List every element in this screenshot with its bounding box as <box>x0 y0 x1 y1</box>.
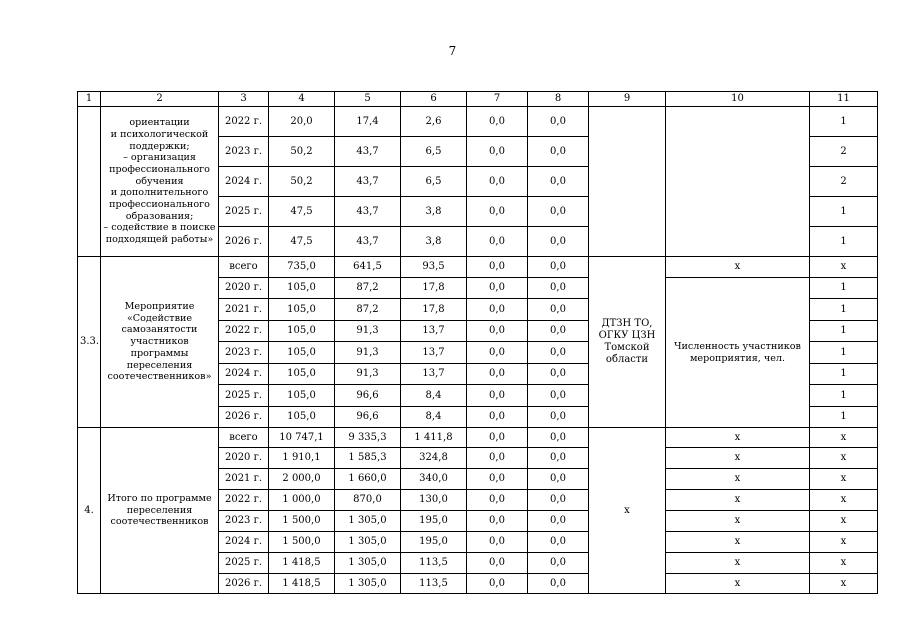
value-cell-c5: 1 305,0 <box>335 511 401 532</box>
year-cell: 2023 г. <box>219 137 269 167</box>
value-cell-c6: 17,8 <box>401 299 467 321</box>
target-value-cell: 1 <box>810 278 878 299</box>
year-cell: всего <box>219 257 269 278</box>
value-cell-c5: 17,4 <box>335 107 401 137</box>
value-cell-c5: 91,3 <box>335 364 401 385</box>
target-value-cell: 1 <box>810 385 878 407</box>
header-cell: 2 <box>101 92 219 107</box>
value-cell-c4: 105,0 <box>269 278 335 299</box>
value-cell-c4: 20,0 <box>269 107 335 137</box>
target-value-cell: х <box>810 553 878 574</box>
year-cell: 2020 г. <box>219 448 269 469</box>
value-cell-c4: 50,2 <box>269 167 335 197</box>
value-cell-c7: 0,0 <box>467 574 528 594</box>
header-cell: 8 <box>528 92 589 107</box>
value-cell-c8: 0,0 <box>528 448 589 469</box>
target-value-cell: 1 <box>810 407 878 428</box>
value-cell-c8: 0,0 <box>528 407 589 428</box>
header-cell: 10 <box>666 92 810 107</box>
value-cell-c5: 1 305,0 <box>335 574 401 594</box>
value-cell-c8: 0,0 <box>528 532 589 553</box>
value-cell-c8: 0,0 <box>528 299 589 321</box>
value-cell-c8: 0,0 <box>528 167 589 197</box>
value-cell-c4: 1 418,5 <box>269 553 335 574</box>
value-cell-c7: 0,0 <box>467 364 528 385</box>
header-cell: 4 <box>269 92 335 107</box>
value-cell-c6: 13,7 <box>401 342 467 364</box>
indicator-cell: х <box>666 574 810 594</box>
value-cell-c4: 50,2 <box>269 137 335 167</box>
value-cell-c8: 0,0 <box>528 469 589 490</box>
section-career-guidance <box>78 107 878 257</box>
value-cell-c7: 0,0 <box>467 342 528 364</box>
value-cell-c4: 105,0 <box>269 342 335 364</box>
value-cell-c6: 195,0 <box>401 511 467 532</box>
indicator-cell: х <box>666 469 810 490</box>
indicator-cell: Численность участников мероприятия, чел. <box>666 278 810 428</box>
value-cell-c8: 0,0 <box>528 137 589 167</box>
indicator-cell: х <box>666 428 810 448</box>
header-cell: 1 <box>78 92 101 107</box>
page-number: 7 <box>448 44 457 58</box>
value-cell-c5: 9 335,3 <box>335 428 401 448</box>
value-cell-c7: 0,0 <box>467 407 528 428</box>
value-cell-c5: 96,6 <box>335 407 401 428</box>
value-cell-c5: 91,3 <box>335 342 401 364</box>
value-cell-c7: 0,0 <box>467 299 528 321</box>
program-budget-table <box>77 91 878 594</box>
target-value-cell: х <box>810 448 878 469</box>
target-value-cell: 2 <box>810 137 878 167</box>
value-cell-c4: 735,0 <box>269 257 335 278</box>
table-row <box>78 428 878 448</box>
value-cell-c8: 0,0 <box>528 197 589 227</box>
year-cell: 2022 г. <box>219 107 269 137</box>
value-cell-c7: 0,0 <box>467 532 528 553</box>
value-cell-c7: 0,0 <box>467 511 528 532</box>
year-cell: 2024 г. <box>219 532 269 553</box>
value-cell-c8: 0,0 <box>528 553 589 574</box>
value-cell-c5: 870,0 <box>335 490 401 511</box>
value-cell-c7: 0,0 <box>467 385 528 407</box>
value-cell-c6: 6,5 <box>401 137 467 167</box>
value-cell-c4: 47,5 <box>269 227 335 257</box>
value-cell-c7: 0,0 <box>467 197 528 227</box>
value-cell-c6: 8,4 <box>401 385 467 407</box>
measure-description: Итого по программе переселения соотечественников <box>101 428 219 594</box>
value-cell-c4: 1 500,0 <box>269 511 335 532</box>
value-cell-c6: 195,0 <box>401 532 467 553</box>
value-cell-c6: 13,7 <box>401 321 467 342</box>
header-cell: 7 <box>467 92 528 107</box>
value-cell-c5: 1 305,0 <box>335 553 401 574</box>
year-cell: 2021 г. <box>219 299 269 321</box>
target-value-cell: 1 <box>810 107 878 137</box>
value-cell-c7: 0,0 <box>467 227 528 257</box>
value-cell-c4: 2 000,0 <box>269 469 335 490</box>
indicator-cell: х <box>666 532 810 553</box>
value-cell-c7: 0,0 <box>467 167 528 197</box>
value-cell-c6: 113,5 <box>401 574 467 594</box>
value-cell-c4: 1 000,0 <box>269 490 335 511</box>
value-cell-c4: 105,0 <box>269 407 335 428</box>
target-value-cell: 1 <box>810 197 878 227</box>
value-cell-c7: 0,0 <box>467 428 528 448</box>
year-cell: 2022 г. <box>219 490 269 511</box>
value-cell-c4: 105,0 <box>269 299 335 321</box>
year-cell: 2026 г. <box>219 407 269 428</box>
target-value-cell: х <box>810 532 878 553</box>
value-cell-c6: 8,4 <box>401 407 467 428</box>
measure-description: ориентации и психологической поддержки; – организация профессионального обучения и дополнительного профессионального образования; – содействие в поиске подходящей работы» <box>101 107 219 257</box>
value-cell-c8: 0,0 <box>528 385 589 407</box>
year-cell: 2024 г. <box>219 167 269 197</box>
indicator-cell <box>666 107 810 257</box>
value-cell-c7: 0,0 <box>467 137 528 167</box>
indicator-cell: х <box>666 257 810 278</box>
value-cell-c4: 105,0 <box>269 385 335 407</box>
value-cell-c4: 1 910,1 <box>269 448 335 469</box>
column-number-header <box>78 92 878 107</box>
year-cell: 2021 г. <box>219 469 269 490</box>
value-cell-c8: 0,0 <box>528 428 589 448</box>
value-cell-c6: 130,0 <box>401 490 467 511</box>
responsible-cell: х <box>589 428 666 594</box>
year-cell: 2023 г. <box>219 511 269 532</box>
year-cell: всего <box>219 428 269 448</box>
value-cell-c6: 3,8 <box>401 197 467 227</box>
measure-description: Мероприятие «Содействие самозанятости участников программы переселения соотечественников» <box>101 257 219 428</box>
value-cell-c5: 1 660,0 <box>335 469 401 490</box>
value-cell-c7: 0,0 <box>467 257 528 278</box>
responsible-cell: ДТЗН ТО, ОГКУ ЦЗН Томской области <box>589 257 666 428</box>
target-value-cell: х <box>810 574 878 594</box>
target-value-cell: 1 <box>810 321 878 342</box>
target-value-cell: х <box>810 428 878 448</box>
value-cell-c8: 0,0 <box>528 574 589 594</box>
target-value-cell: х <box>810 257 878 278</box>
row-number-cell <box>78 107 101 257</box>
value-cell-c4: 1 500,0 <box>269 532 335 553</box>
target-value-cell: х <box>810 469 878 490</box>
value-cell-c8: 0,0 <box>528 321 589 342</box>
responsible-cell <box>589 107 666 257</box>
table-row <box>78 107 878 137</box>
row-number-cell: 4. <box>78 428 101 594</box>
value-cell-c6: 340,0 <box>401 469 467 490</box>
year-cell: 2025 г. <box>219 553 269 574</box>
value-cell-c5: 1 305,0 <box>335 532 401 553</box>
value-cell-c5: 96,6 <box>335 385 401 407</box>
value-cell-c4: 1 418,5 <box>269 574 335 594</box>
value-cell-c4: 47,5 <box>269 197 335 227</box>
header-cell: 5 <box>335 92 401 107</box>
value-cell-c5: 1 585,3 <box>335 448 401 469</box>
value-cell-c6: 3,8 <box>401 227 467 257</box>
value-cell-c7: 0,0 <box>467 490 528 511</box>
target-value-cell: 2 <box>810 167 878 197</box>
value-cell-c8: 0,0 <box>528 511 589 532</box>
value-cell-c5: 641,5 <box>335 257 401 278</box>
value-cell-c4: 10 747,1 <box>269 428 335 448</box>
value-cell-c8: 0,0 <box>528 257 589 278</box>
target-value-cell: х <box>810 490 878 511</box>
header-cell: 6 <box>401 92 467 107</box>
target-value-cell: х <box>810 511 878 532</box>
value-cell-c7: 0,0 <box>467 448 528 469</box>
header-cell: 9 <box>589 92 666 107</box>
target-value-cell: 1 <box>810 227 878 257</box>
value-cell-c4: 105,0 <box>269 321 335 342</box>
value-cell-c8: 0,0 <box>528 227 589 257</box>
value-cell-c5: 87,2 <box>335 278 401 299</box>
target-value-cell: 1 <box>810 299 878 321</box>
value-cell-c6: 13,7 <box>401 364 467 385</box>
value-cell-c8: 0,0 <box>528 364 589 385</box>
indicator-cell: х <box>666 448 810 469</box>
value-cell-c5: 43,7 <box>335 197 401 227</box>
year-cell: 2025 г. <box>219 385 269 407</box>
year-cell: 2023 г. <box>219 342 269 364</box>
value-cell-c8: 0,0 <box>528 278 589 299</box>
value-cell-c7: 0,0 <box>467 553 528 574</box>
value-cell-c7: 0,0 <box>467 278 528 299</box>
year-cell: 2026 г. <box>219 574 269 594</box>
value-cell-c6: 324,8 <box>401 448 467 469</box>
value-cell-c6: 6,5 <box>401 167 467 197</box>
value-cell-c6: 17,8 <box>401 278 467 299</box>
section-program-total <box>78 428 878 594</box>
value-cell-c7: 0,0 <box>467 469 528 490</box>
value-cell-c5: 91,3 <box>335 321 401 342</box>
value-cell-c6: 1 411,8 <box>401 428 467 448</box>
value-cell-c8: 0,0 <box>528 490 589 511</box>
value-cell-c8: 0,0 <box>528 342 589 364</box>
value-cell-c8: 0,0 <box>528 107 589 137</box>
value-cell-c5: 43,7 <box>335 137 401 167</box>
year-cell: 2020 г. <box>219 278 269 299</box>
year-cell: 2026 г. <box>219 227 269 257</box>
value-cell-c7: 0,0 <box>467 107 528 137</box>
value-cell-c7: 0,0 <box>467 321 528 342</box>
value-cell-c6: 2,6 <box>401 107 467 137</box>
indicator-cell: х <box>666 511 810 532</box>
value-cell-c6: 113,5 <box>401 553 467 574</box>
indicator-cell: х <box>666 490 810 511</box>
value-cell-c6: 93,5 <box>401 257 467 278</box>
section-self-employment <box>78 257 878 428</box>
header-cell: 11 <box>810 92 878 107</box>
value-cell-c4: 105,0 <box>269 364 335 385</box>
year-cell: 2025 г. <box>219 197 269 227</box>
value-cell-c5: 43,7 <box>335 227 401 257</box>
indicator-cell: х <box>666 553 810 574</box>
value-cell-c5: 43,7 <box>335 167 401 197</box>
value-cell-c5: 87,2 <box>335 299 401 321</box>
year-cell: 2024 г. <box>219 364 269 385</box>
header-cell: 3 <box>219 92 269 107</box>
target-value-cell: 1 <box>810 364 878 385</box>
row-number-cell: 3.3. <box>78 257 101 428</box>
target-value-cell: 1 <box>810 342 878 364</box>
year-cell: 2022 г. <box>219 321 269 342</box>
table-row-total <box>78 257 878 278</box>
